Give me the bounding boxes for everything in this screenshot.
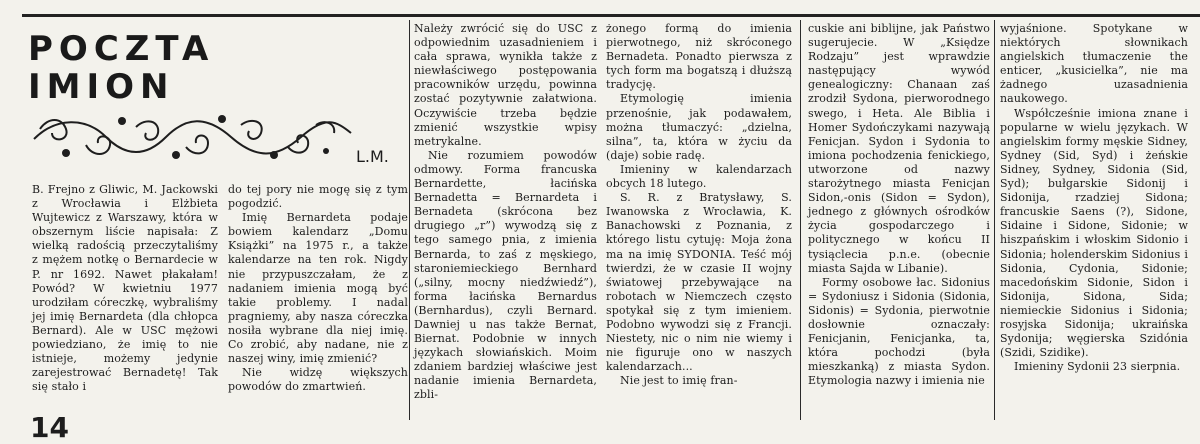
paragraph: Należy zwrócić się do USC z odpowiednim uzasadnieniem i cała sprawa, wynikła także z niewłaściwego postępowania pracowników urzędu, powinna zostać pozytywnie załatwiona. Oczywiście trzeba będzie zmienić wszystkie wpisy metrykalne.: [414, 22, 597, 148]
text-column-4: [606, 22, 792, 388]
column-divider: [994, 20, 995, 420]
paragraph: do tej pory nie mogę się z tym pogodzić.: [228, 183, 408, 211]
paragraph: Nie rozumiem powodów odmowy. Forma francuska Bernardette, łacińska Bernadetta = Bernardeta i Bernadeta (skrócona bez drugiego „r”) wywodzą się z tego samego pnia, z imienia Bernarda, to zaś z męskiego, staroniemieckiego Bernhard („silny, mocny niedźwiedź”), forma łacińska Bernardus (Bernhardus), czyli Bernard. Dawniej u nas także Bernat, Biernat. Podobnie w innych językach słowiańskich. Moim zdaniem bardziej właściwe jest nadanie imienia Bernardeta, zbli-: [414, 148, 597, 402]
column-divider: [409, 20, 410, 420]
article-title: [28, 30, 214, 106]
paragraph: Nie widzę większych powodów do zmartwień.: [228, 366, 408, 394]
text-column-6: [1000, 22, 1188, 374]
ornament-flourish: [26, 107, 356, 167]
paragraph: S. R. z Bratysławy, S. Iwanowska z Wrocławia, K. Banachowski z Poznania, z którego listu cytuję: Moja żona ma na imię SYDONIA. Teść mój twierdzi, że w czasie II wojny światowej przebywające na robotach w Niemczech często spotykał się z tym imieniem. Podobno wywodzi się z Francji. Niestety, nic o nim nie wiemy i nie figuruje ono w naszych kalendarzach...: [606, 191, 792, 374]
paragraph: żonego formą do imienia pierwotnego, niż skróconego Bernadeta. Ponadto pierwsza z tych form ma bogatszą i dłuższą tradycję.: [606, 22, 792, 92]
paragraph: cuskie ani biblijne, jak Państwo sugerujecie. W „Księdze Rodzaju” jest wprawdzie następujący wywód genealogiczny: Chanaan zaś zrodził Sydona, pierworodnego swego, i Heta. Ale Biblia i Homer Sydończykami nazywają Fenicjan. Sydon i Sydonia to imiona pochodzenia fenickiego, utworzone od nazwy starożytnego miasta Fenicjan Sidon,-onis (Sidon = Sydon), jednego z głównych ośrodków życia gospodarczego i politycznego w końcu II tysiąclecia p.n.e. (obecnie miasta Sajda w Libanie).: [808, 22, 990, 275]
paragraph: Nie jest to imię fran-: [620, 374, 738, 388]
paragraph: Formy osobowe łac. Sidonius = Sydoniusz i Sidonia (Sidonia, Sidonis) = Sydonia, pierwotnie dosłownie oznaczały: Fenicjanin, Fenicjanka, ta, która pochodzi (była mieszkanką) z miasta Sydon. Etymologia nazwy i imienia nie: [808, 275, 990, 388]
paragraph: Współcześnie imiona znane i popularne w wielu językach. W angielskim formy męskie Sidney, Sydney (Sid, Syd) i żeńskie Sidney, Sydney, Sidonia (Sid, Syd); bułgarskie Sidonij i Sidonija, rzadziej Sidona; francuskie Saens (?), Sidone, Sidaine i Sidone, Sidonie; w hiszpańskim i włoskim Sidonio i Sidonia; holenderskim Sidonius i Sidonia, Cydonia, Sidonie; macedońskim Sidonie, Sidon i Sidonija, Sidona, Sida; niemieckie Sidonius i Sidonia; rosyjska Sidonija; ukraińska Sydonija; węgierska Szidónia (Szidi, Szidike).: [1000, 106, 1188, 360]
paragraph: Etymologię imienia przenośnie, jak podawałem, można tłumaczyć: „dzielna, silna”, ta, która w życiu da (daje) sobie radę.: [606, 92, 792, 162]
paragraph: wyjaśnione. Spotykane w niektórych słownikach angielskich tłumaczenie the enticer, „kusicielka”, nie ma żadnego uzasadnienia naukowego.: [1000, 22, 1188, 106]
text-column-2: [228, 183, 408, 394]
title-line-1: POCZTA: [28, 29, 215, 69]
paragraph: Imieniny w kalendarzach obcych 18 lutego.: [606, 162, 792, 191]
text-column-5: [808, 22, 990, 388]
paragraph: B. Frejno z Gliwic, M. Jackowski z Wrocławia i Elżbieta Wujtewicz z Warszawy, która w obszernym liście napisała: Z wielką radością przeczytaliśmy z mężem notkę o Bernardecie w P. nr 1692. Nawet płakałam! Powód? W kwietniu 1977 urodziłam córeczkę, wybraliśmy jej imię Bernardeta (dla chłopca Bernard). Ale w USC mężowi powiedziano, że imię to nie istnieje, możemy jedynie zarejestrować Bernadetę! Tak się stało i: [32, 183, 218, 394]
text-column-3: [414, 22, 597, 403]
author-initials: L.M.: [356, 147, 389, 166]
paragraph: Imieniny Sydonii 23 sierpnia.: [1014, 360, 1181, 374]
text-column-1: [32, 183, 218, 394]
paragraph: Imię Bernardeta podaje bowiem kalendarz „Domu Książki” na 1975 r., a także kalendarze na ten rok. Nigdy nie przypuszczałam, że z nadaniem imienia mogą być takie problemy. I nadal pragniemy, aby nasza córeczka nosiła wybrane dla niej imię. Co zrobić, aby nadane, nie z naszej winy, imię zmienić?: [228, 211, 408, 366]
top-rule: [22, 14, 1200, 17]
title-line-2: IMION: [28, 67, 175, 107]
column-divider: [800, 20, 801, 420]
page-number: 14: [30, 411, 69, 444]
